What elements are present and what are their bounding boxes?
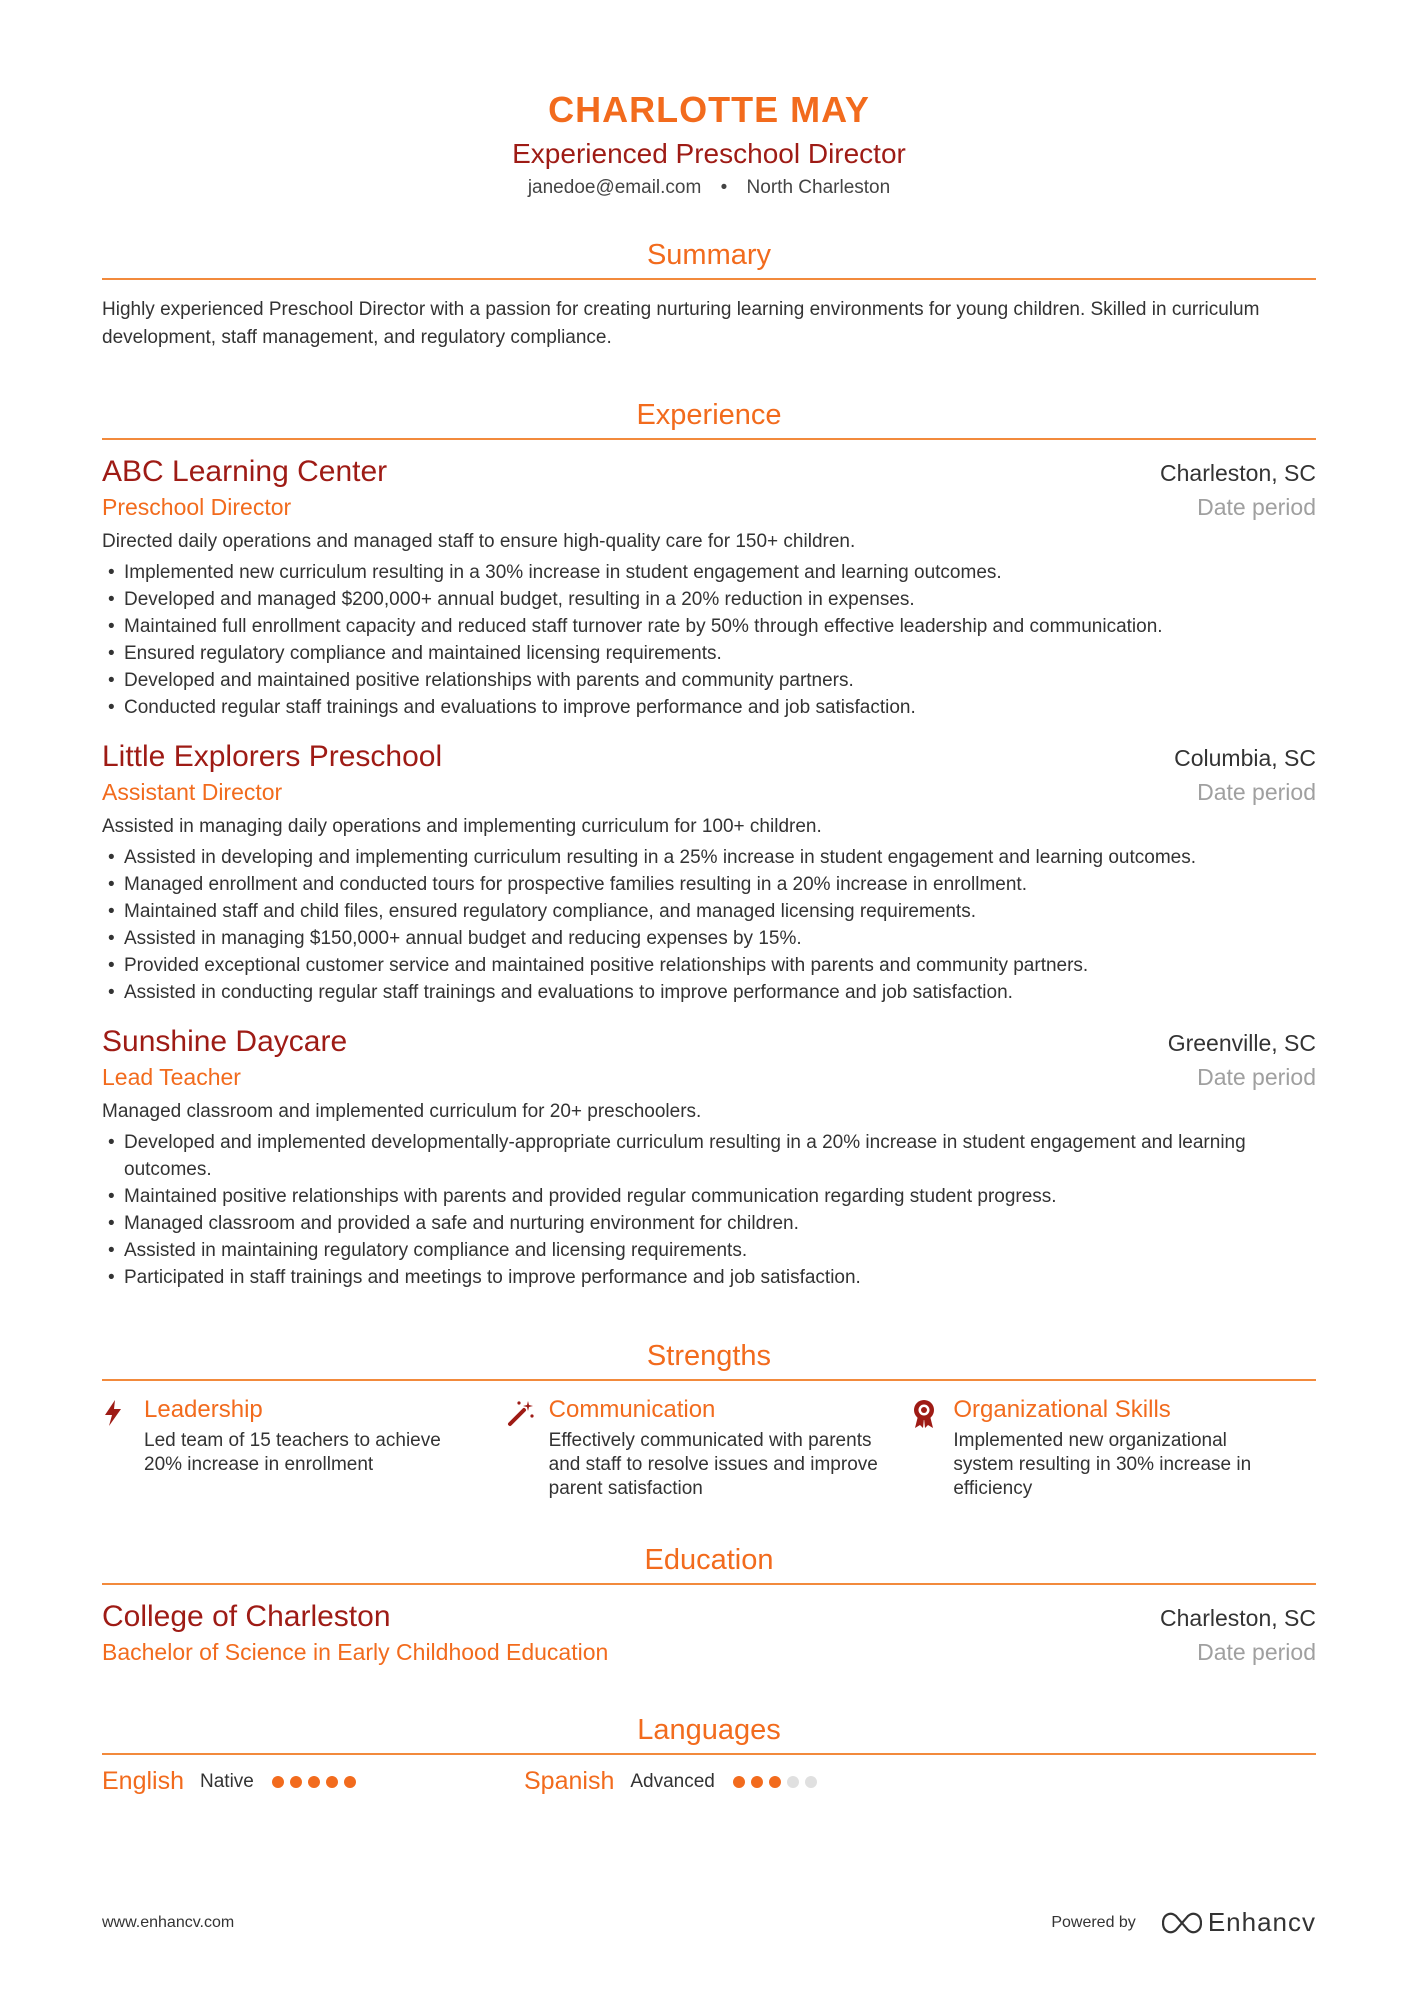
job-bullet: • Managed classroom and provided a safe and nurturing environment for children. xyxy=(102,1210,1316,1237)
job-entry xyxy=(102,1024,1316,1291)
language-name: Spanish xyxy=(524,1767,615,1795)
job-bullet: • Assisted in managing $150,000+ annual budget and reducing expenses by 15%. xyxy=(102,925,1316,952)
strength-title: Communication xyxy=(548,1396,716,1423)
candidate-name: CHARLOTTE MAY xyxy=(548,89,870,130)
job-role: Preschool Director xyxy=(102,494,292,520)
award-ribbon-icon xyxy=(911,1395,945,1501)
rating-dot xyxy=(308,1776,320,1788)
job-bullet: • Provided exceptional customer service and maintained positive relationships with parents and community partners. xyxy=(102,952,1316,979)
job-bullets xyxy=(102,559,1316,721)
rating-dot xyxy=(290,1776,302,1788)
enhancv-logo-icon xyxy=(1162,1912,1202,1934)
strength-description: Implemented new organizational system resulting in 30% increase in efficiency xyxy=(953,1430,1252,1499)
strength-title: Leadership xyxy=(144,1396,263,1423)
education-entry xyxy=(102,1599,1316,1667)
rating-dot xyxy=(787,1776,799,1788)
job-bullets xyxy=(102,844,1316,1006)
job-bullet: • Participated in staff trainings and meetings to improve performance and job satisfaction. xyxy=(102,1264,1316,1291)
job-bullet: • Maintained full enrollment capacity and reduced staff turnover rate by 50% through effective leadership and communication. xyxy=(102,613,1316,640)
magic-wand-icon xyxy=(507,1395,541,1501)
job-bullet: • Implemented new curriculum resulting in a 30% increase in student engagement and learning outcomes. xyxy=(102,559,1316,586)
job-description: Directed daily operations and managed staff to ensure high-quality care for 150+ children. xyxy=(102,531,856,552)
summary-text: Highly experienced Preschool Director with a passion for creating nurturing learning environments for young children. Skilled in curriculum development, staff management, and regulatory compliance. xyxy=(102,299,1260,348)
strength-item xyxy=(507,1395,912,1501)
rating-dot xyxy=(769,1776,781,1788)
language-level: Native xyxy=(200,1770,254,1792)
job-role: Lead Teacher xyxy=(102,1064,241,1090)
strength-description: Led team of 15 teachers to achieve 20% increase in enrollment xyxy=(144,1430,441,1475)
resume-page xyxy=(102,0,1316,1796)
rating-dot xyxy=(733,1776,745,1788)
job-entry xyxy=(102,454,1316,721)
job-bullet: • Developed and maintained positive relationships with parents and community partners. xyxy=(102,667,1316,694)
job-bullet: • Managed enrollment and conducted tours for prospective families resulting in a 20% increase in enrollment. xyxy=(102,871,1316,898)
summary-section xyxy=(102,238,1316,352)
rating-dot xyxy=(344,1776,356,1788)
section-title-languages: Languages xyxy=(102,1713,1316,1755)
job-bullet: • Assisted in maintaining regulatory compliance and licensing requirements. xyxy=(102,1237,1316,1264)
section-title-education: Education xyxy=(102,1543,1316,1585)
strength-description: Effectively communicated with parents and staff to resolve issues and improve parent satisfaction xyxy=(548,1430,878,1499)
job-company: ABC Learning Center xyxy=(102,455,388,488)
job-bullet: • Ensured regulatory compliance and maintained licensing requirements. xyxy=(102,640,1316,667)
language-name: English xyxy=(102,1767,184,1795)
education-location: Charleston, SC xyxy=(1160,1605,1316,1631)
languages-section xyxy=(102,1713,1316,1796)
strengths-list xyxy=(102,1395,1316,1501)
job-bullet: • Maintained positive relationships with parents and provided regular communication regarding student progress. xyxy=(102,1183,1316,1210)
job-description: Managed classroom and implemented curriculum for 20+ preschoolers. xyxy=(102,1101,702,1122)
rating-dot xyxy=(272,1776,284,1788)
job-location: Charleston, SC xyxy=(1160,460,1316,486)
job-company: Sunshine Daycare xyxy=(102,1025,348,1058)
job-date: Date period xyxy=(1197,494,1316,520)
education-date: Date period xyxy=(1197,1639,1316,1665)
job-description: Assisted in managing daily operations and implementing curriculum for 100+ children. xyxy=(102,816,822,837)
languages-list xyxy=(102,1767,1316,1796)
language-rating xyxy=(272,1776,362,1788)
strengths-section xyxy=(102,1339,1316,1501)
section-title-summary: Summary xyxy=(102,238,1316,280)
strength-item xyxy=(911,1395,1316,1501)
job-date: Date period xyxy=(1197,779,1316,805)
job-company: Little Explorers Preschool xyxy=(102,740,443,773)
education-degree: Bachelor of Science in Early Childhood Education xyxy=(102,1639,609,1665)
job-location: Columbia, SC xyxy=(1174,745,1316,771)
job-bullet: • Conducted regular staff trainings and evaluations to improve performance and job satisfaction. xyxy=(102,694,1316,721)
section-title-experience: Experience xyxy=(102,398,1316,440)
resume-header xyxy=(102,0,1316,200)
education-section xyxy=(102,1543,1316,1667)
job-location: Greenville, SC xyxy=(1167,1030,1316,1056)
page-footer xyxy=(102,1907,1316,1938)
candidate-headline: Experienced Preschool Director xyxy=(512,138,906,169)
job-entry xyxy=(102,739,1316,1006)
brand-name: Enhancv xyxy=(1207,1907,1316,1937)
powered-by-label: Powered by xyxy=(1051,1913,1136,1931)
strength-title: Organizational Skills xyxy=(953,1396,1171,1423)
contact-separator: • xyxy=(720,177,728,198)
education-school: College of Charleston xyxy=(102,1600,391,1633)
website-link[interactable]: www.enhancv.com xyxy=(102,1913,235,1931)
language-item xyxy=(102,1767,524,1796)
job-date: Date period xyxy=(1197,1064,1316,1090)
job-bullet: • Maintained staff and child files, ensured regulatory compliance, and managed licensing requirements. xyxy=(102,898,1316,925)
language-level: Advanced xyxy=(630,1770,715,1792)
experience-section xyxy=(102,398,1316,1291)
rating-dot xyxy=(751,1776,763,1788)
contact-line xyxy=(102,176,1316,200)
job-bullet: • Assisted in developing and implementing curriculum resulting in a 25% increase in student engagement and learning outcomes. xyxy=(102,844,1316,871)
job-role: Assistant Director xyxy=(102,779,283,805)
job-bullets xyxy=(102,1129,1316,1291)
job-bullet: • Developed and implemented developmentally-appropriate curriculum resulting in a 20% increase in student engagement and learning outcomes. xyxy=(102,1129,1316,1183)
section-title-strengths: Strengths xyxy=(102,1339,1316,1381)
rating-dot xyxy=(805,1776,817,1788)
language-rating xyxy=(733,1776,823,1788)
powered-by xyxy=(1051,1907,1316,1938)
lightning-icon xyxy=(102,1395,136,1501)
job-bullet: • Assisted in conducting regular staff trainings and evaluations to improve performance and job satisfaction. xyxy=(102,979,1316,1006)
contact-location: North Charleston xyxy=(746,177,891,198)
strength-item xyxy=(102,1395,507,1501)
language-item xyxy=(524,1767,946,1796)
rating-dot xyxy=(326,1776,338,1788)
job-bullet: • Developed and managed $200,000+ annual budget, resulting in a 20% reduction in expenses. xyxy=(102,586,1316,613)
email-link[interactable]: janedoe@email.com xyxy=(527,177,702,198)
